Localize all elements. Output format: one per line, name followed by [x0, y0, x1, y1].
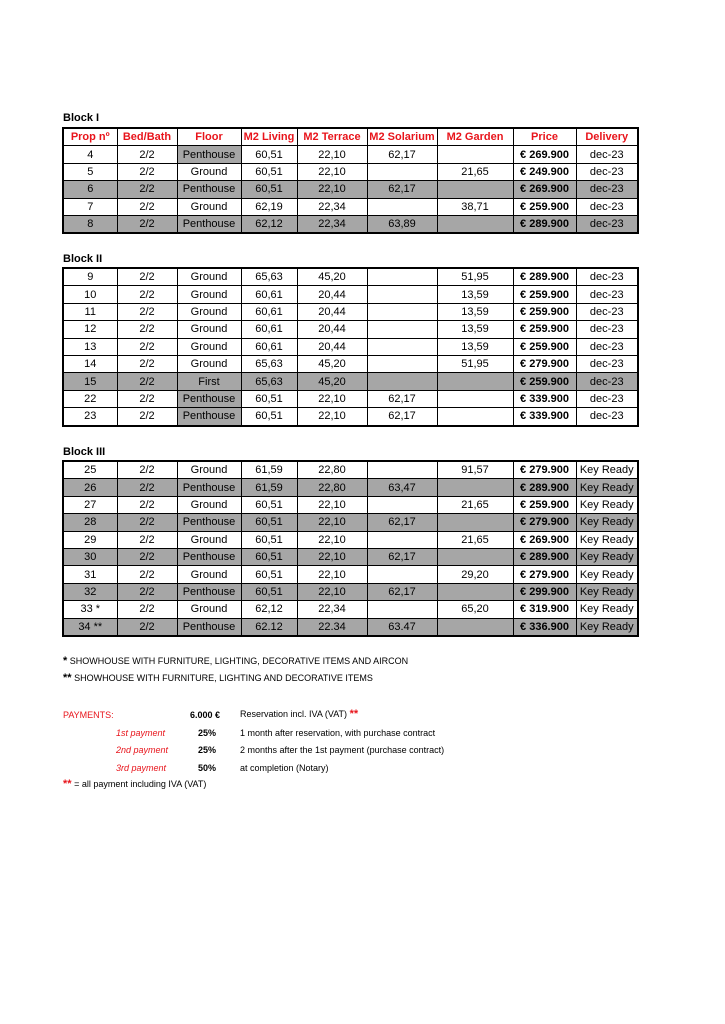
- table-row: [63, 479, 638, 496]
- table-row: [63, 286, 638, 303]
- cell-floor: Ground: [177, 321, 241, 338]
- cell-m2-garden: [437, 618, 513, 636]
- cell-delivery: dec-23: [576, 286, 638, 303]
- cell-floor: Penthouse: [177, 618, 241, 636]
- cell-floor: Ground: [177, 198, 241, 215]
- cell-delivery: Key Ready: [576, 531, 638, 548]
- cell-prop-no: 8: [63, 215, 117, 233]
- table-row: [63, 566, 638, 583]
- table-row: [63, 303, 638, 320]
- cell-m2-solarium: 62,17: [367, 514, 437, 531]
- cell-m2-garden: [437, 548, 513, 565]
- cell-m2-solarium: 62,17: [367, 408, 437, 426]
- cell-bed-bath: 2/2: [117, 198, 177, 215]
- cell-bed-bath: 2/2: [117, 461, 177, 479]
- cell-m2-living: 60,51: [241, 566, 297, 583]
- header-floor: Floor: [177, 128, 241, 146]
- cell-m2-garden: [437, 408, 513, 426]
- cell-price: € 259.900: [513, 373, 576, 390]
- cell-m2-garden: [437, 181, 513, 198]
- table-row: [63, 355, 638, 372]
- cell-floor: Ground: [177, 566, 241, 583]
- cell-price: € 279.900: [513, 461, 576, 479]
- cell-m2-solarium: 63,47: [367, 479, 437, 496]
- payment-1-name: 1st payment: [116, 728, 166, 738]
- cell-m2-terrace: 22.34: [297, 618, 367, 636]
- cell-m2-terrace: 22,80: [297, 461, 367, 479]
- cell-m2-terrace: 22,10: [297, 390, 367, 407]
- cell-m2-solarium: [367, 198, 437, 215]
- cell-floor: Ground: [177, 268, 241, 286]
- cell-bed-bath: 2/2: [117, 146, 177, 163]
- cell-bed-bath: 2/2: [117, 566, 177, 583]
- cell-m2-terrace: 20,44: [297, 338, 367, 355]
- cell-bed-bath: 2/2: [117, 181, 177, 198]
- cell-m2-living: 60,51: [241, 531, 297, 548]
- cell-prop-no: 9: [63, 268, 117, 286]
- cell-delivery: Key Ready: [576, 566, 638, 583]
- cell-m2-living: 60,51: [241, 548, 297, 565]
- table-row: [63, 390, 638, 407]
- cell-floor: Ground: [177, 531, 241, 548]
- cell-prop-no: 31: [63, 566, 117, 583]
- cell-m2-living: 60,51: [241, 163, 297, 180]
- cell-floor: Ground: [177, 461, 241, 479]
- table-row: [63, 198, 638, 215]
- cell-delivery: dec-23: [576, 303, 638, 320]
- cell-prop-no: 6: [63, 181, 117, 198]
- cell-m2-solarium: 62,17: [367, 583, 437, 600]
- cell-delivery: Key Ready: [576, 601, 638, 618]
- table-row: [63, 548, 638, 565]
- cell-m2-terrace: 22,34: [297, 215, 367, 233]
- cell-price: € 319.900: [513, 601, 576, 618]
- cell-price: € 279.900: [513, 355, 576, 372]
- header-price: Price: [513, 128, 576, 146]
- block-2-table: [62, 267, 639, 427]
- cell-prop-no: 32: [63, 583, 117, 600]
- cell-m2-solarium: [367, 531, 437, 548]
- cell-bed-bath: 2/2: [117, 479, 177, 496]
- cell-floor: Ground: [177, 286, 241, 303]
- cell-m2-living: 62,19: [241, 198, 297, 215]
- note-1-text: SHOWHOUSE WITH FURNITURE, LIGHTING, DECORATIVE ITEMS AND AIRCON: [69, 656, 409, 666]
- table-row: [63, 321, 638, 338]
- cell-m2-garden: 29,20: [437, 566, 513, 583]
- reservation-mark: **: [349, 708, 359, 720]
- cell-delivery: dec-23: [576, 390, 638, 407]
- cell-delivery: dec-23: [576, 321, 638, 338]
- cell-floor: First: [177, 373, 241, 390]
- cell-price: € 259.900: [513, 303, 576, 320]
- cell-delivery: Key Ready: [576, 618, 638, 636]
- cell-bed-bath: 2/2: [117, 303, 177, 320]
- cell-m2-garden: [437, 215, 513, 233]
- cell-delivery: Key Ready: [576, 479, 638, 496]
- cell-price: € 339.900: [513, 390, 576, 407]
- cell-delivery: dec-23: [576, 268, 638, 286]
- cell-m2-terrace: 22,10: [297, 181, 367, 198]
- cell-m2-garden: 13,59: [437, 303, 513, 320]
- cell-m2-garden: 51,95: [437, 268, 513, 286]
- table-row: [63, 496, 638, 513]
- cell-delivery: dec-23: [576, 215, 638, 233]
- cell-bed-bath: 2/2: [117, 601, 177, 618]
- cell-m2-terrace: 22,10: [297, 496, 367, 513]
- cell-delivery: Key Ready: [576, 548, 638, 565]
- cell-price: € 269.900: [513, 531, 576, 548]
- footnote-mark: **: [63, 778, 72, 790]
- cell-bed-bath: 2/2: [117, 531, 177, 548]
- cell-price: € 299.900: [513, 583, 576, 600]
- table-row: [63, 408, 638, 426]
- cell-m2-garden: [437, 583, 513, 600]
- cell-m2-garden: 51,95: [437, 355, 513, 372]
- cell-delivery: dec-23: [576, 355, 638, 372]
- cell-m2-solarium: 62,17: [367, 548, 437, 565]
- cell-bed-bath: 2/2: [117, 373, 177, 390]
- cell-m2-living: 60,61: [241, 338, 297, 355]
- cell-delivery: Key Ready: [576, 496, 638, 513]
- cell-m2-terrace: 22,10: [297, 408, 367, 426]
- footnote-text: = all payment including IVA (VAT): [74, 779, 207, 789]
- cell-floor: Ground: [177, 601, 241, 618]
- cell-price: € 279.900: [513, 514, 576, 531]
- cell-m2-terrace: 22,10: [297, 514, 367, 531]
- cell-delivery: dec-23: [576, 146, 638, 163]
- payment-1-text: 1 month after reservation, with purchase contract: [240, 728, 436, 738]
- table-row: [63, 373, 638, 390]
- table-row: [63, 461, 638, 479]
- cell-prop-no: 28: [63, 514, 117, 531]
- cell-m2-terrace: 22,10: [297, 531, 367, 548]
- cell-m2-solarium: 63,89: [367, 215, 437, 233]
- cell-floor: Penthouse: [177, 548, 241, 565]
- cell-m2-terrace: 22,10: [297, 583, 367, 600]
- header-m2-solarium: M2 Solarium: [367, 128, 437, 146]
- cell-prop-no: 14: [63, 355, 117, 372]
- cell-m2-living: 62.12: [241, 618, 297, 636]
- cell-floor: Penthouse: [177, 408, 241, 426]
- cell-m2-terrace: 20,44: [297, 286, 367, 303]
- cell-m2-living: 60,51: [241, 514, 297, 531]
- payment-3-name: 3rd payment: [116, 763, 167, 773]
- cell-m2-living: 60,51: [241, 146, 297, 163]
- header-m2-terrace: M2 Terrace: [297, 128, 367, 146]
- cell-m2-garden: 21,65: [437, 163, 513, 180]
- table-row: [63, 268, 638, 286]
- header-row: [63, 128, 638, 146]
- cell-price: € 259.900: [513, 338, 576, 355]
- table-row: [63, 531, 638, 548]
- payment-3-percent: 50%: [198, 763, 217, 773]
- cell-prop-no: 7: [63, 198, 117, 215]
- cell-m2-garden: 21,65: [437, 496, 513, 513]
- cell-m2-garden: [437, 479, 513, 496]
- cell-m2-living: 60,51: [241, 181, 297, 198]
- cell-m2-terrace: 22,10: [297, 163, 367, 180]
- reservation-text-line: [240, 708, 358, 720]
- cell-bed-bath: 2/2: [117, 514, 177, 531]
- cell-bed-bath: 2/2: [117, 496, 177, 513]
- cell-bed-bath: 2/2: [117, 268, 177, 286]
- cell-m2-terrace: 45,20: [297, 355, 367, 372]
- block-1-table: [62, 127, 639, 234]
- cell-delivery: Key Ready: [576, 583, 638, 600]
- cell-prop-no: 29: [63, 531, 117, 548]
- cell-m2-solarium: [367, 373, 437, 390]
- cell-m2-garden: 65,20: [437, 601, 513, 618]
- cell-floor: Penthouse: [177, 146, 241, 163]
- cell-m2-solarium: [367, 286, 437, 303]
- cell-price: € 259.900: [513, 198, 576, 215]
- cell-m2-garden: [437, 373, 513, 390]
- cell-m2-terrace: 22,10: [297, 146, 367, 163]
- note-2: [63, 672, 373, 684]
- cell-floor: Ground: [177, 303, 241, 320]
- cell-prop-no: 11: [63, 303, 117, 320]
- cell-m2-terrace: 22,80: [297, 479, 367, 496]
- table-row: [63, 583, 638, 600]
- cell-bed-bath: 2/2: [117, 408, 177, 426]
- cell-prop-no: 5: [63, 163, 117, 180]
- cell-prop-no: 22: [63, 390, 117, 407]
- cell-price: € 289.900: [513, 215, 576, 233]
- cell-m2-solarium: [367, 496, 437, 513]
- cell-m2-terrace: 45,20: [297, 268, 367, 286]
- cell-floor: Ground: [177, 163, 241, 180]
- cell-bed-bath: 2/2: [117, 321, 177, 338]
- cell-m2-solarium: [367, 461, 437, 479]
- cell-delivery: dec-23: [576, 163, 638, 180]
- cell-bed-bath: 2/2: [117, 215, 177, 233]
- cell-price: € 289.900: [513, 548, 576, 565]
- cell-m2-living: 60,61: [241, 303, 297, 320]
- payment-2-percent: 25%: [198, 745, 217, 755]
- cell-floor: Penthouse: [177, 583, 241, 600]
- cell-bed-bath: 2/2: [117, 548, 177, 565]
- cell-m2-garden: [437, 514, 513, 531]
- table-row: [63, 215, 638, 233]
- table-row: [63, 163, 638, 180]
- cell-m2-terrace: 20,44: [297, 321, 367, 338]
- cell-m2-garden: 13,59: [437, 286, 513, 303]
- cell-m2-solarium: 63.47: [367, 618, 437, 636]
- cell-m2-garden: [437, 390, 513, 407]
- cell-m2-garden: 13,59: [437, 321, 513, 338]
- cell-m2-living: 60,51: [241, 496, 297, 513]
- cell-m2-living: 60,61: [241, 286, 297, 303]
- cell-prop-no: 4: [63, 146, 117, 163]
- cell-delivery: dec-23: [576, 338, 638, 355]
- cell-m2-solarium: [367, 355, 437, 372]
- cell-delivery: dec-23: [576, 198, 638, 215]
- cell-m2-garden: [437, 146, 513, 163]
- header-bed-bath: Bed/Bath: [117, 128, 177, 146]
- block-title-1: Block I: [63, 112, 100, 124]
- cell-bed-bath: 2/2: [117, 390, 177, 407]
- note-2-mark: **: [63, 672, 72, 684]
- cell-m2-living: 65,63: [241, 373, 297, 390]
- cell-m2-terrace: 22,34: [297, 601, 367, 618]
- cell-m2-living: 65,63: [241, 355, 297, 372]
- cell-m2-living: 61,59: [241, 479, 297, 496]
- cell-delivery: dec-23: [576, 181, 638, 198]
- reservation-amount: 6.000 €: [190, 710, 221, 720]
- block-title-3: Block III: [63, 446, 106, 458]
- cell-floor: Penthouse: [177, 390, 241, 407]
- cell-bed-bath: 2/2: [117, 355, 177, 372]
- cell-price: € 259.900: [513, 286, 576, 303]
- cell-prop-no: 33 *: [63, 601, 117, 618]
- payment-footnote: [63, 778, 206, 790]
- table-row: [63, 514, 638, 531]
- cell-m2-solarium: [367, 338, 437, 355]
- cell-prop-no: 12: [63, 321, 117, 338]
- cell-price: € 269.900: [513, 181, 576, 198]
- cell-price: € 289.900: [513, 479, 576, 496]
- cell-m2-terrace: 22,10: [297, 548, 367, 565]
- block-title-2: Block II: [63, 253, 103, 265]
- payment-3-text: at completion (Notary): [240, 763, 329, 773]
- cell-floor: Penthouse: [177, 514, 241, 531]
- header-m2-garden: M2 Garden: [437, 128, 513, 146]
- cell-m2-garden: 91,57: [437, 461, 513, 479]
- reservation-text: Reservation incl. IVA (VAT): [240, 709, 348, 719]
- table-row: [63, 601, 638, 618]
- cell-m2-solarium: [367, 303, 437, 320]
- cell-m2-solarium: 62,17: [367, 146, 437, 163]
- cell-m2-solarium: [367, 601, 437, 618]
- cell-m2-solarium: 62,17: [367, 181, 437, 198]
- cell-price: € 259.900: [513, 496, 576, 513]
- cell-m2-living: 61,59: [241, 461, 297, 479]
- cell-m2-terrace: 45,20: [297, 373, 367, 390]
- cell-m2-terrace: 20,44: [297, 303, 367, 320]
- table-row: [63, 338, 638, 355]
- cell-price: € 269.900: [513, 146, 576, 163]
- note-2-text: SHOWHOUSE WITH FURNITURE, LIGHTING AND DECORATIVE ITEMS: [74, 673, 373, 683]
- cell-floor: Ground: [177, 355, 241, 372]
- cell-bed-bath: 2/2: [117, 163, 177, 180]
- cell-floor: Ground: [177, 496, 241, 513]
- cell-delivery: dec-23: [576, 373, 638, 390]
- cell-m2-living: 60,51: [241, 408, 297, 426]
- cell-delivery: Key Ready: [576, 514, 638, 531]
- cell-m2-solarium: [367, 163, 437, 180]
- payment-2-name: 2nd payment: [116, 745, 169, 755]
- cell-prop-no: 13: [63, 338, 117, 355]
- cell-m2-living: 60,51: [241, 583, 297, 600]
- cell-m2-living: 60,61: [241, 321, 297, 338]
- cell-prop-no: 26: [63, 479, 117, 496]
- cell-floor: Penthouse: [177, 181, 241, 198]
- cell-m2-garden: 38,71: [437, 198, 513, 215]
- cell-m2-living: 60,51: [241, 390, 297, 407]
- cell-delivery: Key Ready: [576, 461, 638, 479]
- cell-m2-living: 62,12: [241, 215, 297, 233]
- cell-m2-solarium: [367, 268, 437, 286]
- cell-bed-bath: 2/2: [117, 286, 177, 303]
- cell-prop-no: 15: [63, 373, 117, 390]
- table-row: [63, 181, 638, 198]
- cell-floor: Penthouse: [177, 215, 241, 233]
- table-row: [63, 146, 638, 163]
- cell-m2-terrace: 22,10: [297, 566, 367, 583]
- cell-m2-living: 65,63: [241, 268, 297, 286]
- cell-m2-garden: 13,59: [437, 338, 513, 355]
- cell-bed-bath: 2/2: [117, 618, 177, 636]
- cell-prop-no: 27: [63, 496, 117, 513]
- cell-delivery: dec-23: [576, 408, 638, 426]
- payment-2-text: 2 months after the 1st payment (purchase contract): [240, 745, 445, 755]
- cell-floor: Ground: [177, 338, 241, 355]
- cell-bed-bath: 2/2: [117, 583, 177, 600]
- cell-m2-living: 62,12: [241, 601, 297, 618]
- payment-1-percent: 25%: [198, 728, 217, 738]
- cell-price: € 339.900: [513, 408, 576, 426]
- cell-price: € 336.900: [513, 618, 576, 636]
- cell-price: € 279.900: [513, 566, 576, 583]
- cell-m2-garden: 21,65: [437, 531, 513, 548]
- cell-prop-no: 30: [63, 548, 117, 565]
- cell-prop-no: 25: [63, 461, 117, 479]
- cell-prop-no: 34 **: [63, 618, 117, 636]
- cell-floor: Penthouse: [177, 479, 241, 496]
- cell-prop-no: 23: [63, 408, 117, 426]
- note-1: [63, 655, 408, 667]
- cell-m2-solarium: 62,17: [367, 390, 437, 407]
- table-row: [63, 618, 638, 636]
- cell-price: € 259.900: [513, 321, 576, 338]
- cell-m2-terrace: 22,34: [297, 198, 367, 215]
- header-delivery: Delivery: [576, 128, 638, 146]
- cell-price: € 289.900: [513, 268, 576, 286]
- cell-prop-no: 10: [63, 286, 117, 303]
- cell-price: € 249.900: [513, 163, 576, 180]
- header-m2-living: M2 Living: [241, 128, 297, 146]
- cell-bed-bath: 2/2: [117, 338, 177, 355]
- cell-m2-solarium: [367, 566, 437, 583]
- block-3-table: [62, 460, 639, 637]
- cell-m2-solarium: [367, 321, 437, 338]
- note-1-mark: *: [63, 655, 68, 667]
- payments-label: PAYMENTS:: [63, 710, 114, 720]
- header-prop-no: Prop nº: [63, 128, 117, 146]
